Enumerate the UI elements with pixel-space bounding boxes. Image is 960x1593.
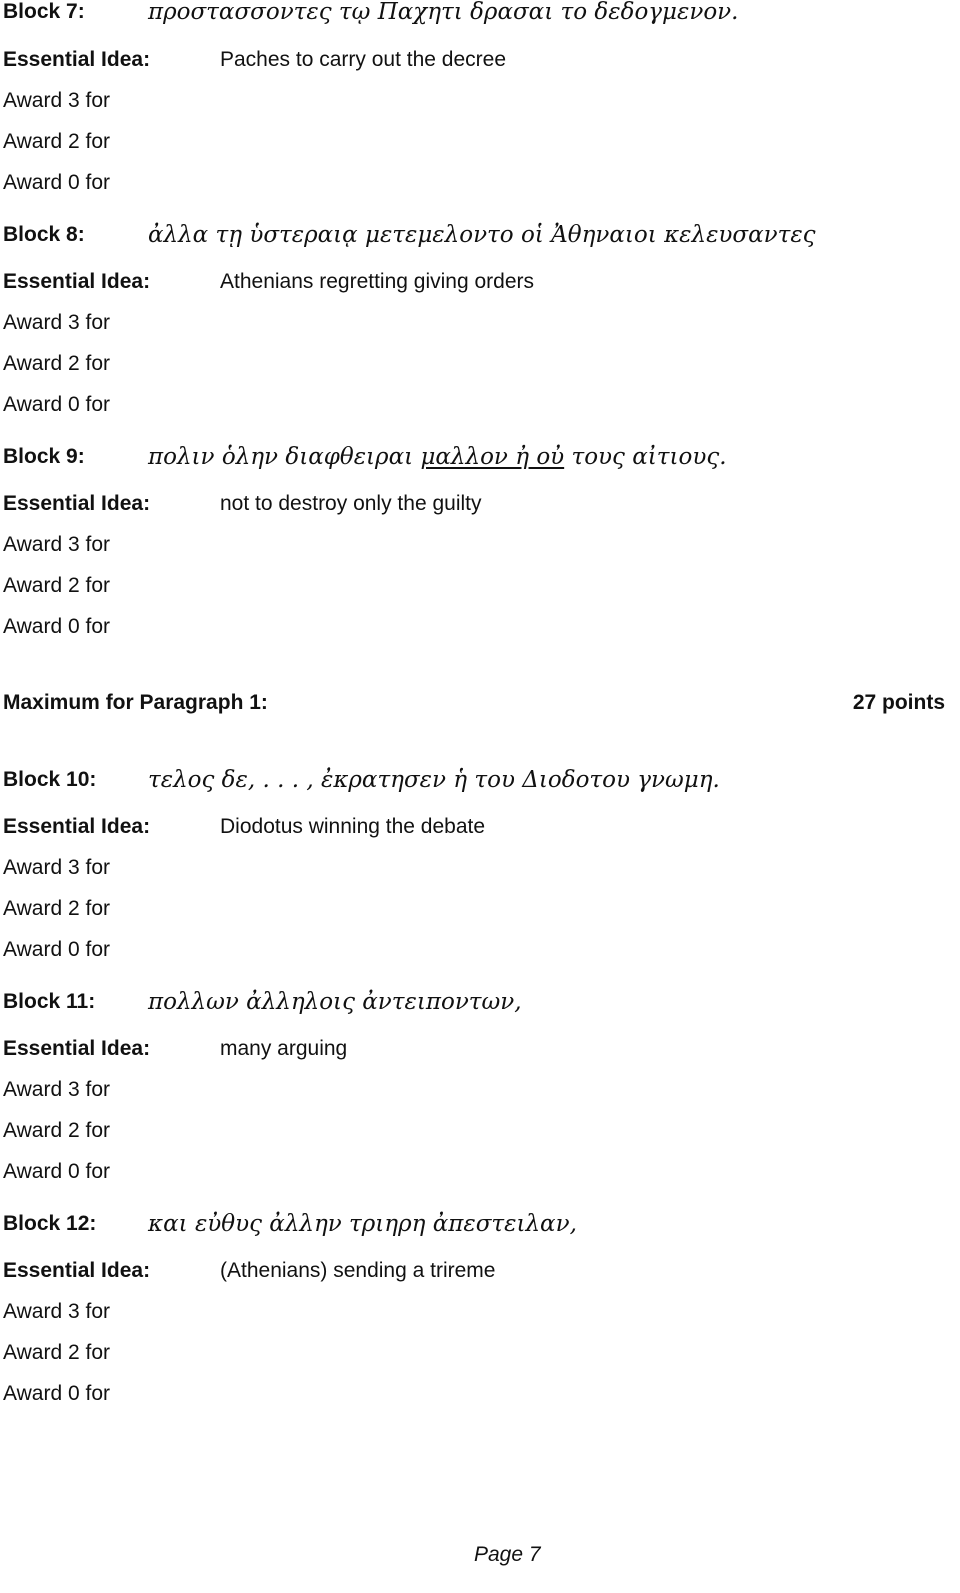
maximum-points: 27 points [852,691,945,714]
award-row [3,1116,960,1146]
award-label: Award 3 for [3,1078,110,1101]
block-label: Block 8: [3,223,85,246]
award-label: Award 3 for [3,856,110,879]
award-label: Award 3 for [3,89,110,112]
award-label: Award 0 for [3,938,110,961]
award-row [3,168,960,198]
award-row [3,1338,960,1368]
block-8-header [3,220,960,250]
block-label: Block 11: [3,990,96,1013]
award-label: Award 0 for [3,1160,110,1183]
award-label: Award 3 for [3,1300,110,1323]
block-label: Block 7: [3,0,85,23]
block-label: Block 9: [3,445,85,468]
page-number: Page 7 [474,1543,541,1566]
award-row [3,530,960,560]
essential-idea-label: Essential Idea: [3,270,151,293]
award-label: Award 2 for [3,574,110,597]
award-label: Award 2 for [3,352,110,375]
essential-idea-text: (Athenians) sending a trireme [220,1259,496,1282]
award-row [3,612,960,642]
essential-idea-text: not to destroy only the guilty [220,492,482,515]
award-label: Award 2 for [3,897,110,920]
block-10-header [3,765,960,795]
award-row [3,853,960,883]
greek-text-post: τους αἰτιους. [564,444,727,470]
block-9-header [3,442,960,472]
block-11-header [3,987,960,1017]
award-label: Award 0 for [3,171,110,194]
paragraph-maximum-row [3,688,945,718]
essential-idea-label: Essential Idea: [3,48,151,71]
essential-idea-row [3,1256,960,1286]
essential-idea-label: Essential Idea: [3,1037,151,1060]
essential-idea-label: Essential Idea: [3,492,151,515]
essential-idea-label: Essential Idea: [3,815,151,838]
award-row [3,1379,960,1409]
essential-idea-row [3,812,960,842]
award-row [3,349,960,379]
block-12-header [3,1209,960,1239]
essential-idea-text: Athenians regretting giving orders [220,270,535,293]
block-label: Block 12: [3,1212,97,1235]
greek-text: πολλων ἀλληλοις ἀντειποντων, [148,989,522,1015]
essential-idea-row [3,1034,960,1064]
greek-text-pre: πολιν ὁλην διαφθειραι [148,444,421,470]
essential-idea-row [3,45,960,75]
award-label: Award 2 for [3,1119,110,1142]
greek-text-underlined: μαλλον ἠ οὐ [420,444,565,470]
award-label: Award 3 for [3,311,110,334]
award-label: Award 0 for [3,393,110,416]
block-7-header [3,0,960,27]
award-label: Award 2 for [3,1341,110,1364]
essential-idea-text: many arguing [220,1037,348,1060]
greek-text: ἀλλα τῃ ὑστεραιᾳ μετεμελοντο οἱ Ἀθηναιοι κελευσαντες [148,222,816,248]
award-label: Award 0 for [3,1382,110,1405]
award-row [3,1075,960,1105]
greek-text: τελος δε, . . . , ἐκρατησεν ἡ του Διοδοτου γνωμη. [148,767,720,793]
award-row [3,894,960,924]
greek-text [148,442,727,472]
essential-idea-text: Diodotus winning the debate [220,815,486,838]
essential-idea-label: Essential Idea: [3,1259,151,1282]
award-label: Award 0 for [3,615,110,638]
essential-idea-row [3,267,960,297]
award-row [3,1297,960,1327]
award-row [3,127,960,157]
award-row [3,1157,960,1187]
award-label: Award 2 for [3,130,110,153]
award-row [3,308,960,338]
essential-idea-text: Paches to carry out the decree [220,48,506,71]
award-row [3,935,960,965]
award-row [3,571,960,601]
award-row [3,86,960,116]
award-label: Award 3 for [3,533,110,556]
award-row [3,390,960,420]
greek-text: και εὐθυς ἀλλην τριηρη ἀπεστειλαν, [148,1211,577,1237]
block-label: Block 10: [3,768,97,791]
greek-text: προστασσοντες τῳ Παχητι δρασαι το δεδογμενον. [148,0,739,25]
maximum-label: Maximum for Paragraph 1: [3,691,268,714]
essential-idea-row [3,489,960,519]
